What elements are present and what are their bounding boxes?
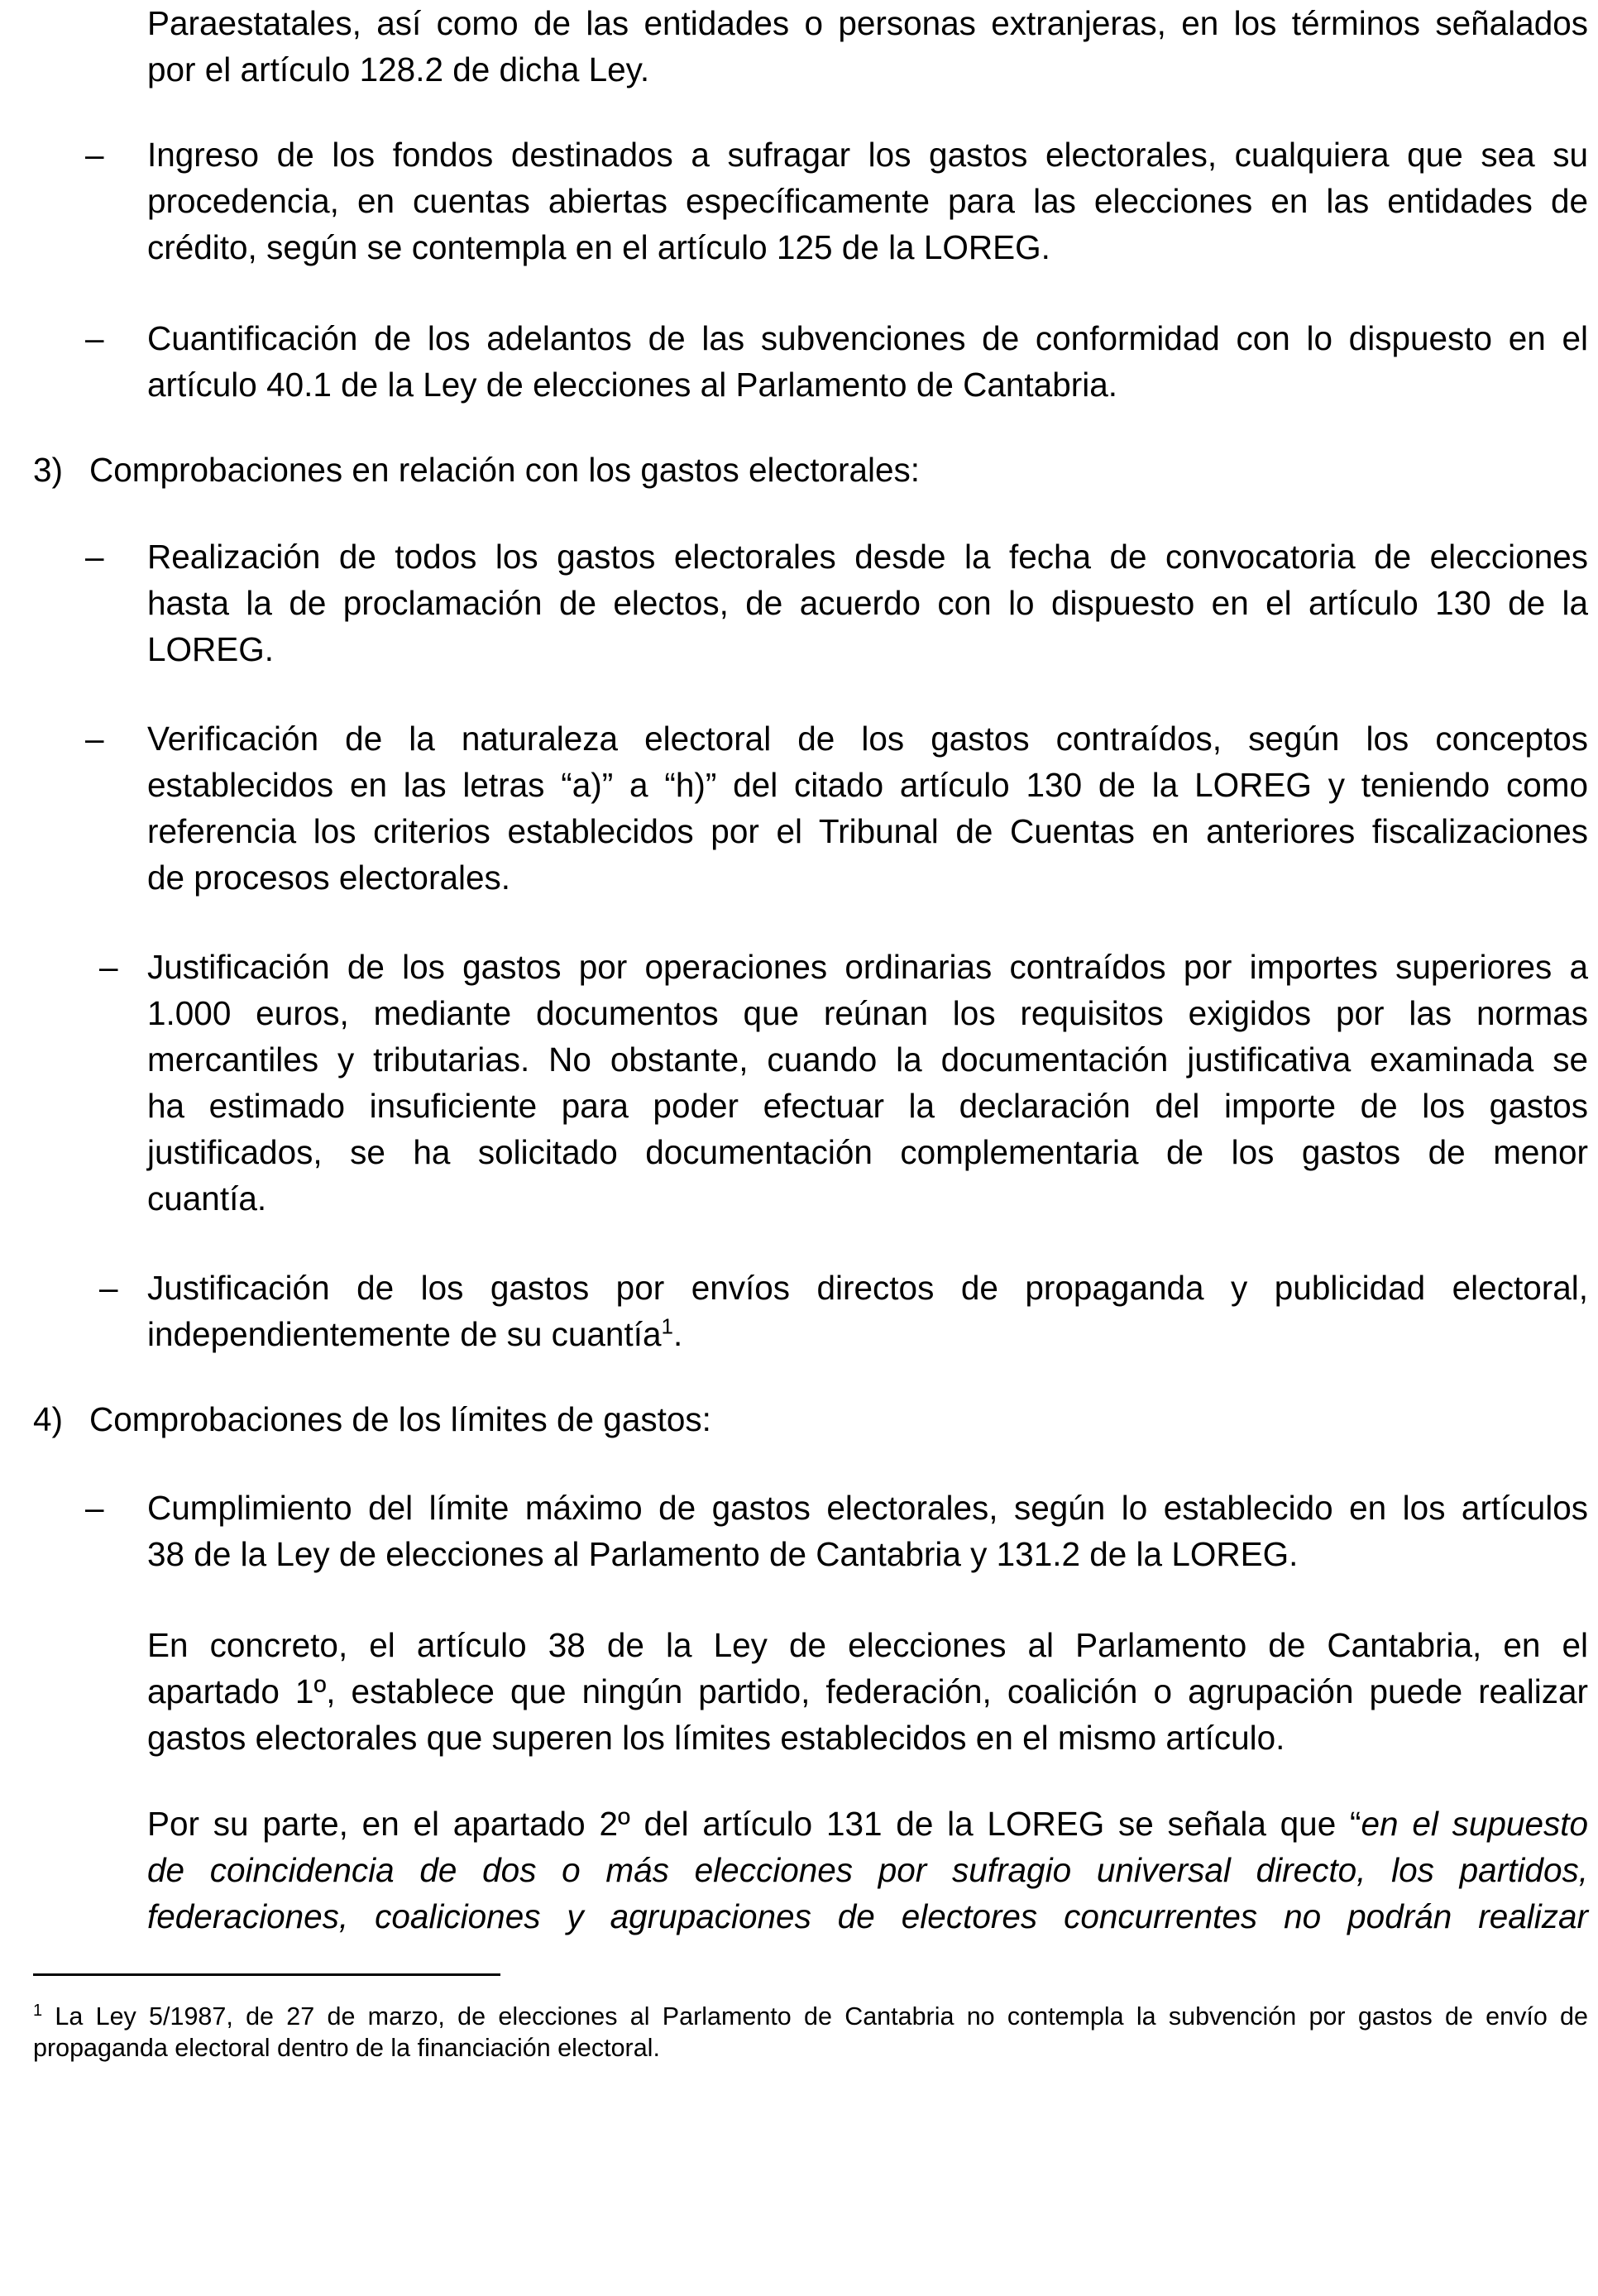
paragraph-line [147,1801,1588,1847]
bullet-line: justificados, se ha solicitado documentación complementaria de los gastos de menor [147,1133,1588,1171]
bullet-line [147,1311,1588,1357]
footnote-line [33,2000,1588,2033]
footnote-separator [33,1973,500,1976]
bullet-line: hasta la de proclamación de electos, de acuerdo con lo dispuesto en el artículo 130 de la [147,584,1588,622]
bullet-line: referencia los criterios establecidos por el Tribunal de Cuentas en anteriores fiscalizaciones [147,812,1588,850]
bullet-line: Justificación de los gastos por envíos directos de propaganda y publicidad electoral, [147,1269,1588,1307]
footnote-marker: 1 [33,2001,43,2020]
bullet-line: Cumplimiento del límite máximo de gastos electorales, según lo establecido en los artículos [147,1489,1588,1527]
paragraph-line: En concreto, el artículo 38 de la Ley de elecciones al Parlamento de Cantabria, en el [147,1626,1588,1664]
bullet-line: mercantiles y tributarias. No obstante, cuando la documentación justificativa examinada se [147,1040,1588,1079]
quoted-line: de coincidencia de dos o más elecciones por sufragio universal directo, los partidos, [147,1851,1588,1889]
paragraph-line: Paraestatales, así como de las entidades o personas extranjeras, en los términos señalados [147,4,1588,42]
quoted-text: en el supuesto [1361,1805,1588,1843]
bullet-line: Justificación de los gastos por operaciones ordinarias contraídos por importes superiores a [147,948,1588,986]
quoted-line: federaciones, coaliciones y agrupaciones de electores concurrentes no podrán realizar [147,1897,1588,1935]
bullet-line: 38 de la Ley de elecciones al Parlamento de Cantabria y 131.2 de la LOREG. [147,1535,1299,1573]
bullet-dash: – [85,1489,104,1527]
paragraph-text: Por su parte, en el apartado 2º del artículo 131 de la LOREG se señala que “ [147,1805,1361,1843]
section-heading: Comprobaciones en relación con los gastos electorales: [89,451,921,489]
footnote-text: La Ley 5/1987, de 27 de marzo, de elecciones al Parlamento de Cantabria no contempla la subvención por gastos de envío de [55,2002,1588,2031]
bullet-line: 1.000 euros, mediante documentos que reúnan los requisitos exigidos por las normas [147,994,1588,1032]
bullet-line: LOREG. [147,630,275,668]
footnote-reference[interactable]: 1 [661,1313,673,1339]
bullet-line: cuantía. [147,1179,267,1217]
paragraph-line: apartado 1º, establece que ningún partido, federación, coalición o agrupación puede realizar [147,1672,1588,1710]
bullet-line: Verificación de la naturaleza electoral de los gastos contraídos, según los conceptos [147,720,1588,758]
footnote-line: propaganda electoral dentro de la financiación electoral. [33,2034,660,2062]
bullet-line: crédito, según se contempla en el artículo 125 de la LOREG. [147,228,1050,266]
bullet-line-tail: . [672,1315,683,1353]
bullet-dash: – [85,538,104,576]
bullet-line: Realización de todos los gastos electorales desde la fecha de convocatoria de elecciones [147,538,1588,576]
bullet-line-text: independientemente de su cuantía [147,1315,662,1353]
list-number: 3) [33,451,64,489]
paragraph-line: por el artículo 128.2 de dicha Ley. [147,50,650,88]
bullet-dash: – [85,720,104,758]
list-number: 4) [33,1400,64,1438]
section-heading: Comprobaciones de los límites de gastos: [89,1400,711,1438]
bullet-dash: – [99,1269,118,1307]
bullet-dash: – [85,319,104,357]
bullet-dash: – [85,136,104,174]
bullet-line: establecidos en las letras “a)” a “h)” del citado artículo 130 de la LOREG y teniendo como [147,766,1588,804]
bullet-line: ha estimado insuficiente para poder efectuar la declaración del importe de los gastos [147,1087,1588,1125]
bullet-line: de procesos electorales. [147,859,510,897]
bullet-dash: – [99,948,118,986]
bullet-line: Ingreso de los fondos destinados a sufragar los gastos electorales, cualquiera que sea su [147,136,1588,174]
bullet-line: procedencia, en cuentas abiertas específicamente para las elecciones en las entidades de [147,182,1588,220]
paragraph-line: gastos electorales que superen los límites establecidos en el mismo artículo. [147,1719,1285,1757]
bullet-line: artículo 40.1 de la Ley de elecciones al Parlamento de Cantabria. [147,366,1117,404]
bullet-line: Cuantificación de los adelantos de las subvenciones de conformidad con lo dispuesto en el [147,319,1588,357]
